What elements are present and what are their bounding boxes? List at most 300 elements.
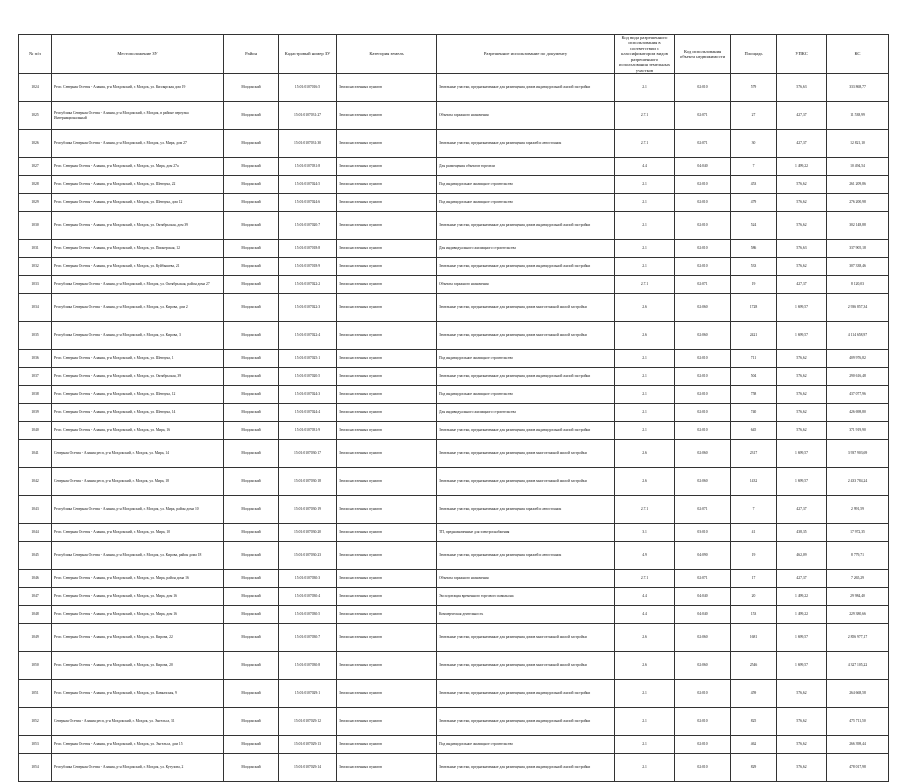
row-location: Респ. Северная Осетия - Алания, р-н Моздокский, г. Моздок, ул. Энгельса, дом 15: [52, 736, 224, 754]
row-land-category: Земли населенных пунктов: [337, 754, 437, 782]
row-object-code: 02:060: [675, 440, 731, 468]
row-use-code: 2.1: [615, 708, 675, 736]
row-number: 1036: [19, 350, 52, 368]
row-use-code: 2.6: [615, 468, 675, 496]
row-area: 533: [731, 258, 777, 276]
row-location: Респ. Северная Осетия - Алания, р-н Моздокский, г. Моздок, ул. Куйбышева, 21: [52, 258, 224, 276]
row-use-code: 2.1: [615, 680, 675, 708]
row-object-code: 02:010: [675, 240, 731, 258]
row-object-code: 02:010: [675, 74, 731, 102]
row-ks: 276 200,98: [827, 194, 889, 212]
header-cell: Площадь: [731, 35, 777, 74]
row-district: Моздокский: [224, 736, 279, 754]
row-location: Северная Осетия - Алания респ, р-н Моздокский, г. Моздок, ул. Энгельса, 31: [52, 708, 224, 736]
row-object-code: 02:060: [675, 624, 731, 652]
row-cadastral-number: 15:01:0107030:20: [279, 524, 337, 542]
row-area: 825: [731, 708, 777, 736]
row-number: 1053: [19, 736, 52, 754]
row-district: Моздокский: [224, 606, 279, 624]
row-district: Моздокский: [224, 542, 279, 570]
row-area: 711: [731, 350, 777, 368]
row-use-code: 2.1: [615, 386, 675, 404]
row-upks: 1 499,22: [777, 158, 827, 176]
row-ks: 478 017,98: [827, 754, 889, 782]
header-cell: Код вида разрешенного использования в соответствии с классификатором видов разрешенного использования земельных участков: [615, 35, 675, 74]
row-cadastral-number: 15:01:0107029:13: [279, 736, 337, 754]
row-cadastral-number: 15:01:0107024:6: [279, 194, 337, 212]
row-location: Респ. Северная Осетия - Алания, р-н Моздокский, г. Моздок, ул. Мира, дом 16: [52, 606, 224, 624]
row-number: 1041: [19, 440, 52, 468]
row-ks: 2 856 977,17: [827, 624, 889, 652]
row-ks: 17 972,35: [827, 524, 889, 542]
row-cadastral-number: 15:01:0107031:27: [279, 102, 337, 130]
row-area: 579: [731, 74, 777, 102]
row-area: 1432: [731, 468, 777, 496]
row-use-code: 2.1: [615, 350, 675, 368]
row-object-code: 02:010: [675, 212, 731, 240]
row-location: Респ. Северная Осетия - Алания, р-н Моздокский, г. Моздок, ул. Шевчука, 1: [52, 350, 224, 368]
row-location: Респ. Северная Осетия - Алания, р-н Моздокский, г. Моздок, ул. Шевчука, 12: [52, 386, 224, 404]
row-land-category: Земли населенных пунктов: [337, 524, 437, 542]
row-district: Моздокский: [224, 158, 279, 176]
row-area: 153: [731, 606, 777, 624]
row-use-code: 4.4: [615, 158, 675, 176]
row-land-category: Земли населенных пунктов: [337, 240, 437, 258]
row-district: Моздокский: [224, 652, 279, 680]
row-land-category: Земли населенных пунктов: [337, 194, 437, 212]
row-cadastral-number: 15:01:0107029:12: [279, 708, 337, 736]
row-ks: 264 668,58: [827, 680, 889, 708]
row-area: 27: [731, 102, 777, 130]
row-land-category: Земли населенных пунктов: [337, 130, 437, 158]
row-object-code: 02:010: [675, 708, 731, 736]
row-area: 19: [731, 542, 777, 570]
row-ks: 4 114 658,97: [827, 322, 889, 350]
row-location: Республика Северная Осетия - Алания, р-н Моздокский, г. Моздок, ул. Мира, район дома 10: [52, 496, 224, 524]
table-row: [19, 754, 889, 782]
row-land-category: Земли населенных пунктов: [337, 606, 437, 624]
row-district: Моздокский: [224, 588, 279, 606]
row-cadastral-number: 15:01:0107018:8: [279, 240, 337, 258]
row-number: 1039: [19, 404, 52, 422]
row-object-code: 02:010: [675, 754, 731, 782]
row-object-code: 02:060: [675, 468, 731, 496]
table-row: [19, 102, 889, 130]
row-object-code: 02:010: [675, 386, 731, 404]
row-upks: 1 499,22: [777, 588, 827, 606]
row-permitted-use: Эксплуатация временного торгового павильона: [437, 588, 615, 606]
row-cadastral-number: 15:01:0107024:4: [279, 404, 337, 422]
row-permitted-use: Объекты гаражного назначения: [437, 570, 615, 588]
row-district: Моздокский: [224, 350, 279, 368]
row-ks: 12 821,10: [827, 130, 889, 158]
row-district: Моздокский: [224, 570, 279, 588]
row-number: 1054: [19, 754, 52, 782]
row-area: 462: [731, 736, 777, 754]
row-number: 1042: [19, 468, 52, 496]
row-cadastral-number: 15:01:0107029:1: [279, 680, 337, 708]
row-object-code: 02:071: [675, 102, 731, 130]
row-location: Респ. Северная Осетия - Алания, р-н Моздокский, г. Моздок, ул. Октябрьская, дом 39: [52, 212, 224, 240]
row-cadastral-number: 15:01:0107030:8: [279, 652, 337, 680]
row-cadastral-number: 15:01:0107030:23: [279, 542, 337, 570]
row-land-category: Земли населенных пунктов: [337, 386, 437, 404]
row-ks: 337 905,18: [827, 240, 889, 258]
row-number: 1028: [19, 176, 52, 194]
row-use-code: 2.7.1: [615, 570, 675, 588]
table-row: [19, 624, 889, 652]
row-cadastral-number: 15:01:0107022:4: [279, 322, 337, 350]
row-use-code: 2.1: [615, 404, 675, 422]
row-district: Моздокский: [224, 422, 279, 440]
row-permitted-use: Для индивидуального жилищного строительства: [437, 404, 615, 422]
row-object-code: 02:010: [675, 736, 731, 754]
row-district: Моздокский: [224, 258, 279, 276]
row-land-category: Земли населенных пунктов: [337, 212, 437, 240]
row-cadastral-number: 15:01:0107030:18: [279, 468, 337, 496]
row-district: Моздокский: [224, 74, 279, 102]
row-use-code: 4.4: [615, 606, 675, 624]
row-district: Моздокский: [224, 102, 279, 130]
row-number: 1035: [19, 322, 52, 350]
row-area: 41: [731, 524, 777, 542]
row-district: Моздокский: [224, 194, 279, 212]
row-object-code: 02:010: [675, 194, 731, 212]
row-cadastral-number: 15:01:0107018:9: [279, 258, 337, 276]
row-cadastral-number: 15:01:0107024:3: [279, 386, 337, 404]
header-cell: Разрешенное использование по документу: [437, 35, 615, 74]
row-use-code: 2.6: [615, 624, 675, 652]
row-permitted-use: Земельные участки, предназначенные для размещения домов многоэтажной жилой застройки: [437, 652, 615, 680]
row-ks: 371 919,90: [827, 422, 889, 440]
row-area: 504: [731, 368, 777, 386]
row-permitted-use: Под индивидуальное жилищное строительство: [437, 194, 615, 212]
table-row: [19, 652, 889, 680]
row-number: 1027: [19, 158, 52, 176]
table-row: [19, 680, 889, 708]
table-row: [19, 542, 889, 570]
row-area: 2421: [731, 322, 777, 350]
row-use-code: 2.6: [615, 440, 675, 468]
row-object-code: 04:040: [675, 158, 731, 176]
row-ks: 333 868,77: [827, 74, 889, 102]
row-ks: 8 120,03: [827, 276, 889, 294]
row-district: Моздокский: [224, 468, 279, 496]
row-upks: 1 499,22: [777, 606, 827, 624]
document-sheet: [18, 34, 888, 782]
row-district: Моздокский: [224, 386, 279, 404]
row-number: 1045: [19, 542, 52, 570]
row-upks: 576,62: [777, 368, 827, 386]
row-location: Респ. Северная Осетия - Алания, р-н Моздокский, г. Моздок, ул. Мира, 16: [52, 422, 224, 440]
row-land-category: Земли населенных пунктов: [337, 258, 437, 276]
row-upks: 1 699,57: [777, 322, 827, 350]
row-use-code: 2.1: [615, 74, 675, 102]
row-land-category: Земли населенных пунктов: [337, 322, 437, 350]
row-area: 2317: [731, 440, 777, 468]
table-row: [19, 588, 889, 606]
row-upks: 427,37: [777, 130, 827, 158]
row-upks: 576,62: [777, 736, 827, 754]
row-use-code: 2.7.1: [615, 276, 675, 294]
table-row: [19, 736, 889, 754]
row-location: Респ. Северная Осетия - Алания, р-н Моздокский, г. Моздок, ул. Мира, 10: [52, 524, 224, 542]
row-district: Моздокский: [224, 130, 279, 158]
row-area: 586: [731, 240, 777, 258]
row-district: Моздокский: [224, 404, 279, 422]
row-cadastral-number: 15:01:0107030:4: [279, 588, 337, 606]
row-use-code: 2.1: [615, 736, 675, 754]
row-ks: 290 616,48: [827, 368, 889, 386]
row-location: Северная Осетия - Алания респ, р-н Моздокский, г. Моздок, ул. Мира, 18: [52, 468, 224, 496]
row-ks: 229 380,66: [827, 606, 889, 624]
row-district: Моздокский: [224, 212, 279, 240]
row-cadastral-number: 15:01:0107030:7: [279, 624, 337, 652]
row-area: 20: [731, 588, 777, 606]
row-use-code: 2.1: [615, 422, 675, 440]
row-object-code: 04:040: [675, 606, 731, 624]
row-use-code: 2.1: [615, 368, 675, 386]
row-cadastral-number: 15:01:0107020:5: [279, 368, 337, 386]
row-location: Республика Северная Осетия - Алания, р-н Моздокский, г. Моздок, ул. Кирова, район дома 18: [52, 542, 224, 570]
row-ks: 11 538,99: [827, 102, 889, 130]
row-permitted-use: Земельные участки, предназначенные для размещения домов индивидуальной жилой застройки: [437, 368, 615, 386]
row-ks: 426 698,80: [827, 404, 889, 422]
table-row: [19, 276, 889, 294]
row-permitted-use: Земельные участки, предназначенные для размещения домов многоэтажной жилой застройки: [437, 624, 615, 652]
row-location: Республика Северная Осетия - Алания, р-н Моздокский, г. Моздок, ул. Октябрьская, район дома 27: [52, 276, 224, 294]
row-area: 524: [731, 212, 777, 240]
row-object-code: 02:060: [675, 652, 731, 680]
row-upks: 576,62: [777, 404, 827, 422]
row-permitted-use: Земельные участки, предназначенные для размещения домов индивидуальной жилой застройки: [437, 74, 615, 102]
row-ks: 307 338,46: [827, 258, 889, 276]
row-ks: 3 937 903,69: [827, 440, 889, 468]
row-land-category: Земли населенных пунктов: [337, 176, 437, 194]
row-cadastral-number: 15:01:0107030:5: [279, 606, 337, 624]
row-object-code: 04:040: [675, 588, 731, 606]
row-location: Респ. Северная Осетия - Алания, р-н Моздокский, г. Моздок, ул. Мира, дом 27а: [52, 158, 224, 176]
row-object-code: 02:071: [675, 276, 731, 294]
row-permitted-use: Земельные участки, предназначенные для размещения домов многоэтажной жилой застройки: [437, 322, 615, 350]
row-land-category: Земли населенных пунктов: [337, 468, 437, 496]
row-permitted-use: Для размещения объектов торговли: [437, 158, 615, 176]
row-object-code: 02:010: [675, 404, 731, 422]
row-permitted-use: Объекты гаражного назначения: [437, 276, 615, 294]
row-object-code: 02:010: [675, 350, 731, 368]
row-number: 1025: [19, 102, 52, 130]
row-cadastral-number: 15:01:0107031:30: [279, 130, 337, 158]
row-ks: 29 984,40: [827, 588, 889, 606]
row-permitted-use: Для индивидуального жилищного строительства: [437, 240, 615, 258]
row-area: 17: [731, 570, 777, 588]
row-district: Моздокский: [224, 276, 279, 294]
row-area: 740: [731, 404, 777, 422]
row-area: 19: [731, 276, 777, 294]
table-row: [19, 194, 889, 212]
row-permitted-use: Земельные участки, предназначенные для размещения гаражей и автостоянок: [437, 542, 615, 570]
row-location: Республика Северная Осетия - Алания, р-н Моздокский, г. Моздок, ул. Кирова, дом 2: [52, 294, 224, 322]
row-cadastral-number: 15:01:0107020:7: [279, 212, 337, 240]
row-use-code: 2.7.1: [615, 130, 675, 158]
row-cadastral-number: 15:01:0107030:17: [279, 440, 337, 468]
row-permitted-use: Под индивидуальное жилищное строительство: [437, 736, 615, 754]
row-district: Моздокский: [224, 708, 279, 736]
row-upks: 576,62: [777, 708, 827, 736]
row-permitted-use: Земельные участки, предназначенные для размещения домов индивидуальной жилой застройки: [437, 422, 615, 440]
row-number: 1052: [19, 708, 52, 736]
row-land-category: Земли населенных пунктов: [337, 624, 437, 652]
row-permitted-use: Земельные участки, предназначенные для размещения домов многоэтажной жилой застройки: [437, 468, 615, 496]
table-row: [19, 440, 889, 468]
row-location: Респ. Северная Осетия - Алания, р-н Моздокский, г. Моздок, ул. Кирова, 20: [52, 652, 224, 680]
table-row: [19, 158, 889, 176]
row-number: 1038: [19, 386, 52, 404]
row-ks: 2 936 857,34: [827, 294, 889, 322]
row-area: 645: [731, 422, 777, 440]
row-upks: 576,63: [777, 74, 827, 102]
row-upks: 576,62: [777, 422, 827, 440]
row-land-category: Земли населенных пунктов: [337, 350, 437, 368]
table-row: [19, 468, 889, 496]
row-area: 1728: [731, 294, 777, 322]
table-header-row: [19, 35, 889, 74]
header-cell: Район: [224, 35, 279, 74]
row-land-category: Земли населенных пунктов: [337, 440, 437, 468]
row-district: Моздокский: [224, 680, 279, 708]
table-row: [19, 258, 889, 276]
header-cell: № п/п: [19, 35, 52, 74]
table-row: [19, 404, 889, 422]
row-ks: 475 711,50: [827, 708, 889, 736]
row-area: 453: [731, 176, 777, 194]
table-row: [19, 524, 889, 542]
row-ks: 437 077,96: [827, 386, 889, 404]
table-row: [19, 496, 889, 524]
header-cell: УПКС: [777, 35, 827, 74]
table-row: [19, 240, 889, 258]
table-row: [19, 606, 889, 624]
row-use-code: 2.1: [615, 194, 675, 212]
row-permitted-use: Земельные участки, предназначенные для размещения гаражей и автостоянок: [437, 130, 615, 158]
header-cell: Код использования объекта недвижимости: [675, 35, 731, 74]
row-use-code: 2.1: [615, 240, 675, 258]
row-use-code: 3.1: [615, 524, 675, 542]
row-number: 1046: [19, 570, 52, 588]
row-cadastral-number: 15:01:0107022:2: [279, 276, 337, 294]
row-number: 1047: [19, 588, 52, 606]
row-permitted-use: Под индивидуальное жилищное строительство: [437, 350, 615, 368]
row-number: 1031: [19, 240, 52, 258]
row-area: 1681: [731, 624, 777, 652]
row-ks: 2 433 784,24: [827, 468, 889, 496]
row-location: Республика Северная Осетия - Алания, р-н Моздокский, г. Моздок, ул. Кутузова, 2: [52, 754, 224, 782]
row-object-code: 03:010: [675, 524, 731, 542]
row-use-code: 2.7.1: [615, 496, 675, 524]
table-row: [19, 422, 889, 440]
table-row: [19, 386, 889, 404]
row-district: Моздокский: [224, 524, 279, 542]
row-location: Северная Осетия - Алания респ, р-н Моздокский, г. Моздок, ул. Мира, 14: [52, 440, 224, 468]
row-area: 479: [731, 194, 777, 212]
row-ks: 8 779,71: [827, 542, 889, 570]
row-cadastral-number: 15:01:0107031:8: [279, 158, 337, 176]
row-permitted-use: ТП, предназначенные для электроснабжения: [437, 524, 615, 542]
row-district: Моздокский: [224, 754, 279, 782]
row-object-code: 02:060: [675, 322, 731, 350]
row-location: Республика Северная Осетия - Алания, р-н Моздокский, г. Моздок, в районе переулка Интернациональный: [52, 102, 224, 130]
table-row: [19, 368, 889, 386]
row-upks: 1 699,57: [777, 652, 827, 680]
row-number: 1034: [19, 294, 52, 322]
row-location: Респ. Северная Осетия - Алания, р-н Моздокский, г. Моздок, ул. Шевчука, 14: [52, 404, 224, 422]
row-object-code: 02:010: [675, 368, 731, 386]
row-permitted-use: Земельные участки, предназначенные для размещения домов индивидуальной жилой застройки: [437, 754, 615, 782]
row-number: 1040: [19, 422, 52, 440]
row-use-code: 2.1: [615, 176, 675, 194]
row-district: Моздокский: [224, 496, 279, 524]
row-permitted-use: Земельные участки, предназначенные для размещения домов индивидуальной жилой застройки: [437, 680, 615, 708]
row-land-category: Земли населенных пунктов: [337, 588, 437, 606]
row-upks: 438,35: [777, 524, 827, 542]
row-upks: 576,62: [777, 754, 827, 782]
table-row: [19, 350, 889, 368]
row-land-category: Земли населенных пунктов: [337, 276, 437, 294]
row-cadastral-number: 15:01:0107022:3: [279, 294, 337, 322]
table-row: [19, 130, 889, 158]
row-location: Респ. Северная Осетия - Алания, р-н Моздокский, г. Моздок, ул. Кавказская, 9: [52, 680, 224, 708]
row-district: Моздокский: [224, 368, 279, 386]
row-location: Республика Северная Осетия - Алания, р-н Моздокский, г. Моздок, ул. Кирова, 3: [52, 322, 224, 350]
row-permitted-use: Под индивидуальное жилищное строительство: [437, 386, 615, 404]
row-number: 1037: [19, 368, 52, 386]
row-permitted-use: Земельные участки, предназначенные для размещения домов индивидуальной жилой застройки: [437, 258, 615, 276]
row-cadastral-number: 15:01:0107030:3: [279, 570, 337, 588]
row-land-category: Земли населенных пунктов: [337, 542, 437, 570]
row-object-code: 02:071: [675, 570, 731, 588]
row-object-code: 04:090: [675, 542, 731, 570]
row-permitted-use: Земельные участки, предназначенные для размещения домов индивидуальной жилой застройки: [437, 708, 615, 736]
row-number: 1050: [19, 652, 52, 680]
row-upks: 576,62: [777, 176, 827, 194]
row-number: 1024: [19, 74, 52, 102]
row-upks: 576,62: [777, 212, 827, 240]
row-land-category: Земли населенных пунктов: [337, 496, 437, 524]
row-location: Респ. Северная Осетия - Алания, р-н Моздокский, г. Моздок, ул. Шевчука, дом 12: [52, 194, 224, 212]
row-object-code: 02:010: [675, 680, 731, 708]
row-location: Респ. Северная Осетия - Алания, р-н Моздокский, г. Моздок, ул. Мира, дом 16: [52, 588, 224, 606]
row-land-category: Земли населенных пунктов: [337, 368, 437, 386]
row-district: Моздокский: [224, 294, 279, 322]
row-ks: 409 976,82: [827, 350, 889, 368]
row-permitted-use: Объекты гаражного назначения: [437, 102, 615, 130]
row-permitted-use: Земельные участки, предназначенные для размещения домов многоэтажной жилой застройки: [437, 440, 615, 468]
row-ks: 302 148,88: [827, 212, 889, 240]
row-land-category: Земли населенных пунктов: [337, 708, 437, 736]
row-land-category: Земли населенных пунктов: [337, 680, 437, 708]
row-upks: 427,37: [777, 102, 827, 130]
row-number: 1048: [19, 606, 52, 624]
row-upks: 427,37: [777, 496, 827, 524]
row-number: 1049: [19, 624, 52, 652]
header-cell: КС: [827, 35, 889, 74]
row-cadastral-number: 15:01:0107025:1: [279, 350, 337, 368]
row-upks: 1 699,57: [777, 468, 827, 496]
row-use-code: 2.1: [615, 754, 675, 782]
row-location: Респ. Северная Осетия - Алания, р-н Моздокский, г. Моздок, ул. Кизлярская дом 19: [52, 74, 224, 102]
row-permitted-use: Земельные участки, предназначенные для размещения гаражей и автостоянок: [437, 496, 615, 524]
row-ks: 261 209,86: [827, 176, 889, 194]
